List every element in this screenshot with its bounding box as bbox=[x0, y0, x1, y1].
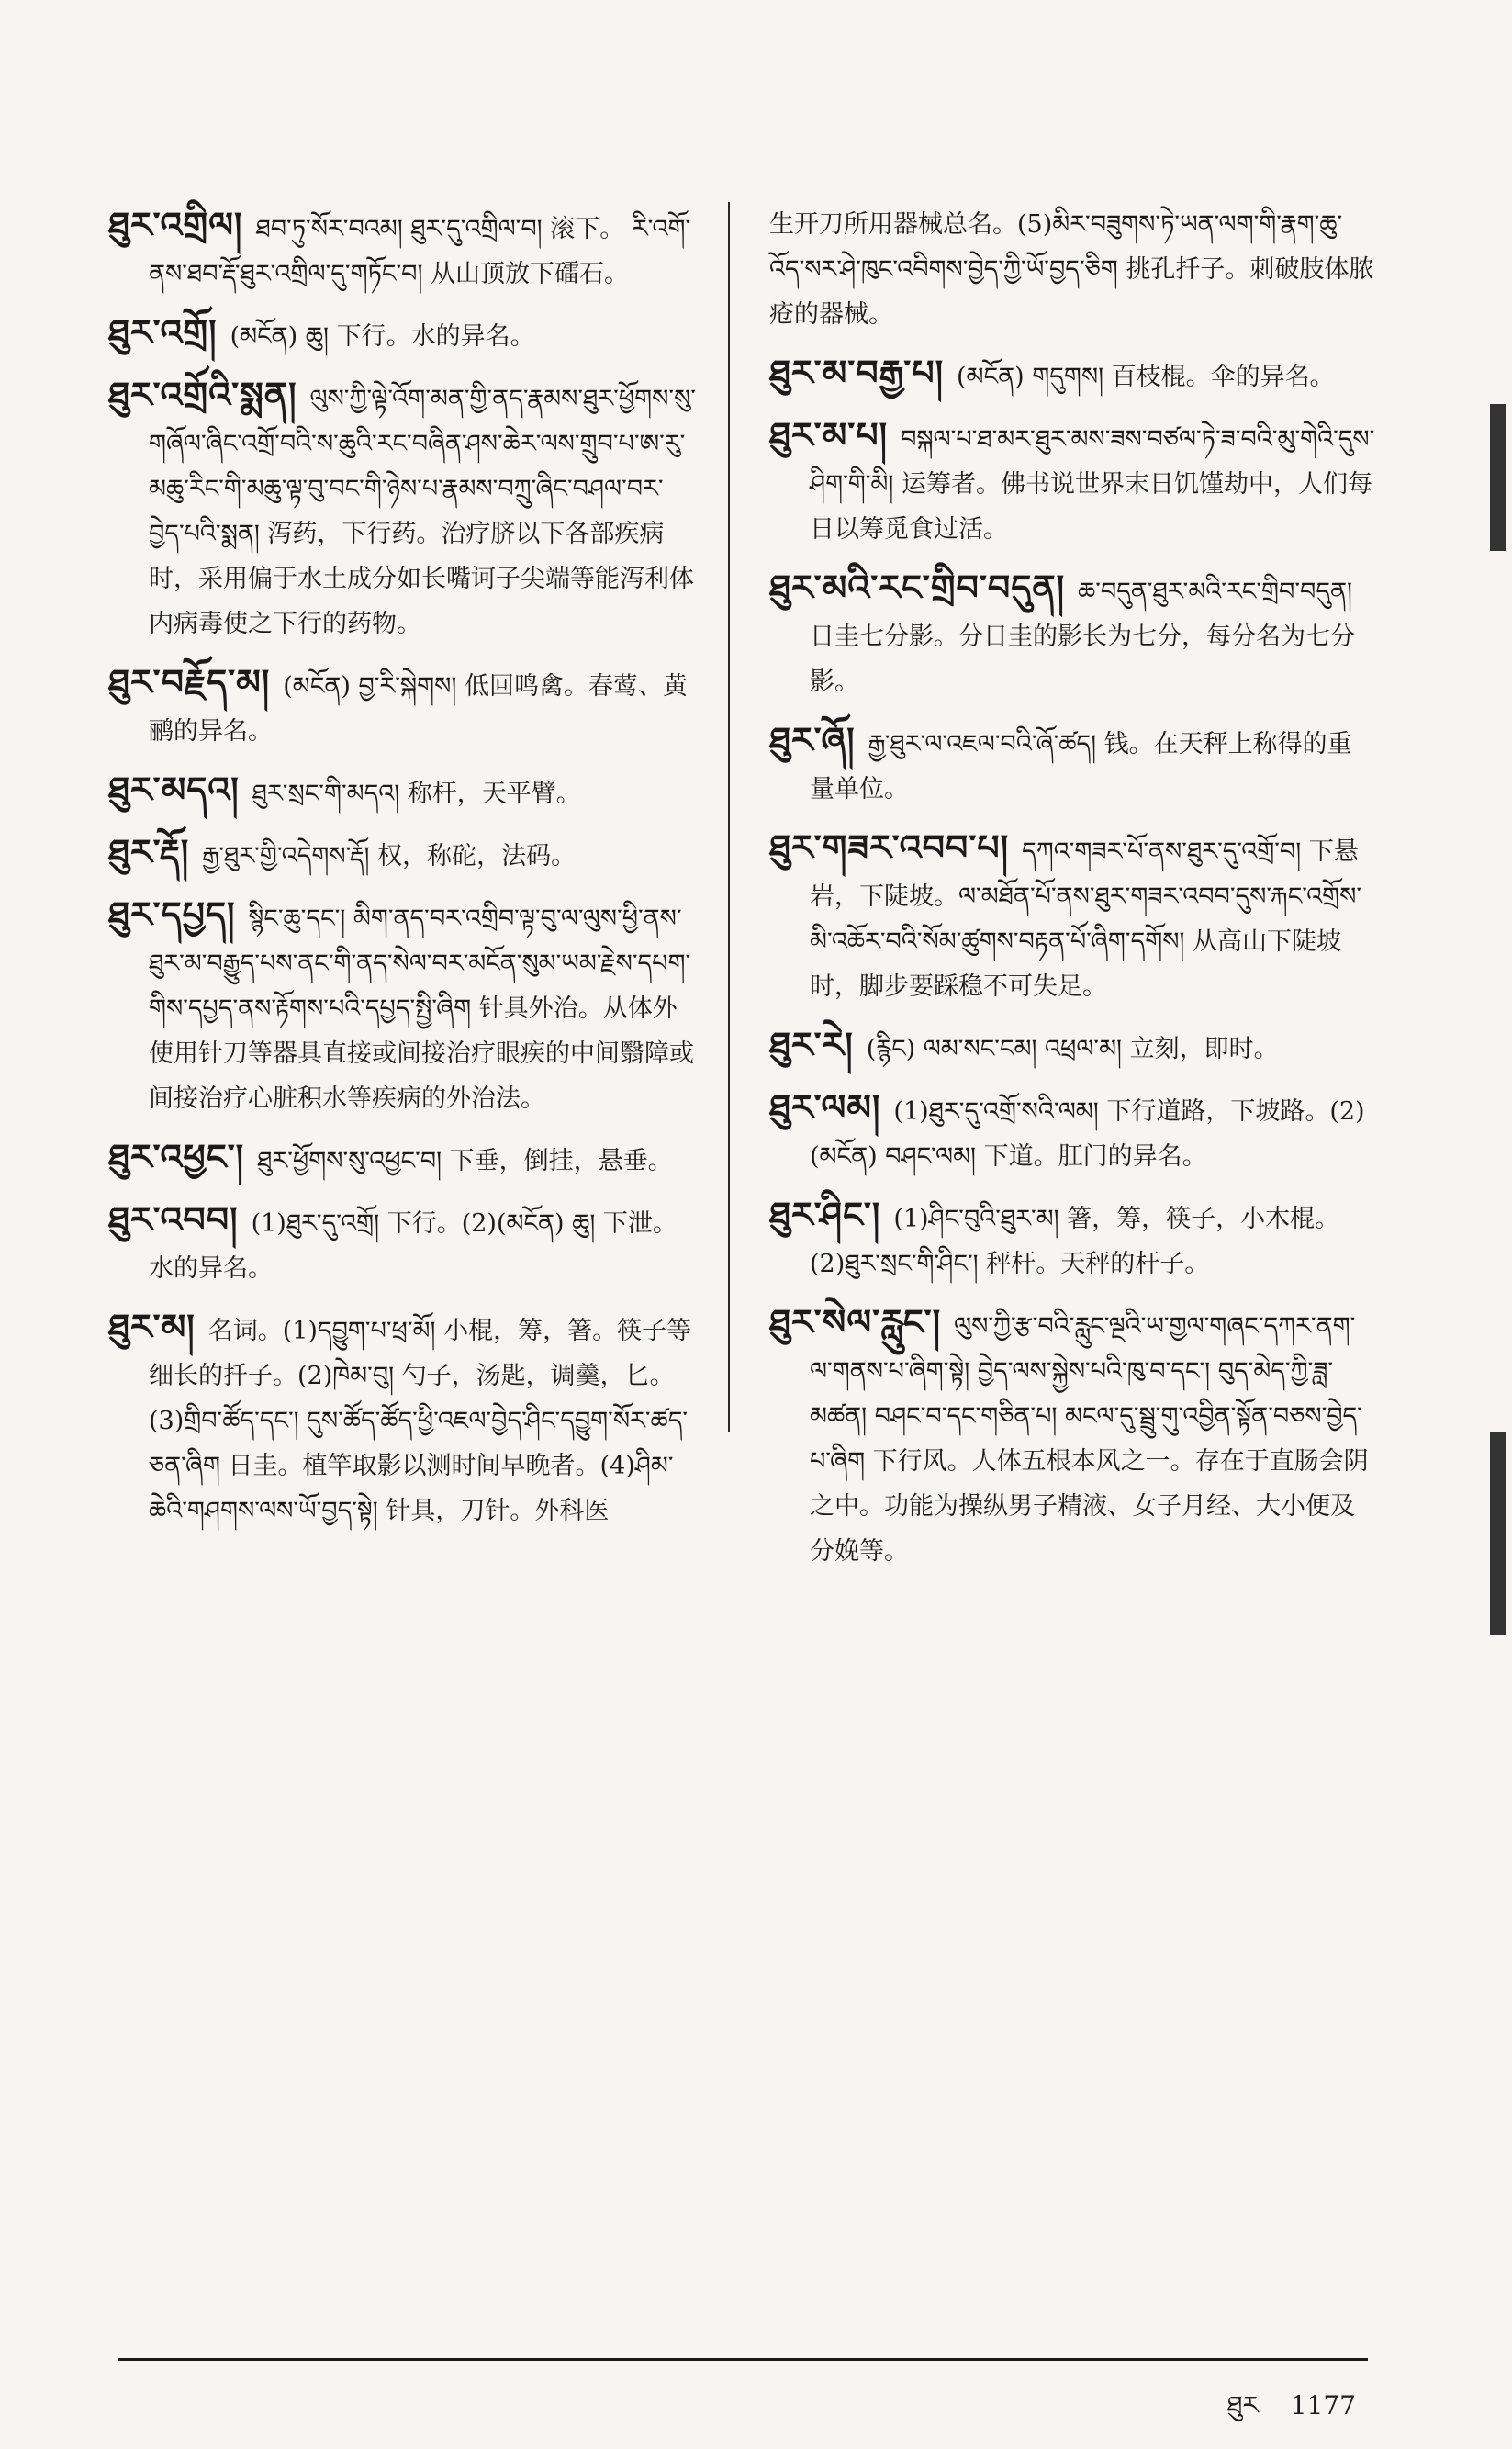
entry-headword: ཐུར་མ་བརྒྱ་པ། bbox=[769, 352, 945, 393]
running-head: ཐུར bbox=[1226, 2390, 1259, 2421]
entry-definition: (1)ཐུར་དུ་འགྲོ། 下行。(2)(མངོན) ཆུ། 下泄。水的异名。 bbox=[149, 1209, 678, 1283]
entry-definition: ཐུར་སྲང་གི་མདའ། 称杆，天平臂。 bbox=[252, 780, 581, 808]
entry-definition: 生开刀所用器械总名。(5)མིར་བཟུགས་ཏེ་ཡན་ལག་གི་རྣག་ཆུ་འོད་སར་ཤེ་ཁུང་འབིགས་བྱེད་ཀྱི་ཡོ་བྱད་ཅིག 挑孔扦子。刺破肢体脓疮的器械。 bbox=[769, 210, 1374, 329]
dictionary-entry bbox=[108, 1134, 696, 1184]
entry-definition: ཐུར་ཕྱོགས་སུ་འཕྱང་བ། 下垂，倒挂，悬垂。 bbox=[257, 1147, 673, 1175]
dictionary-entry bbox=[108, 1196, 696, 1291]
entry-definition: བསྐལ་པ་ཐ་མར་ཐུར་མས་ཟས་བཙལ་ཏེ་ཟ་བའི་མུ་གེའི་དུས་ཤིག་གི་མི། 运筹者。佛书说世界末日饥馑劫中，人们每日以筹觅食过活。 bbox=[810, 425, 1375, 544]
entry-headword: ཐུར་འགྲོ། bbox=[108, 311, 218, 353]
right-column bbox=[769, 202, 1375, 1587]
dictionary-entry bbox=[769, 1192, 1375, 1286]
dictionary-entry bbox=[108, 892, 696, 1121]
entry-headword: ཐུར་འཕྱང་། bbox=[108, 1136, 245, 1177]
entry-definition: (མངོན) གདུགས། 百枝棍。伞的异名。 bbox=[957, 363, 1335, 391]
entry-headword: ཐུར་མ་པ། bbox=[769, 414, 889, 455]
entry-definition: ཐབ་ཏུ་སོར་བའམ། ཐུར་དུ་འགྲིལ་བ། 滚下。 རི་འགོ་ནས་ཐབ་རྡོ་ཐུར་འགྲིལ་དུ་གཏོང་བ། 从山顶放下礌石。 bbox=[149, 215, 691, 288]
dictionary-entry bbox=[769, 202, 1375, 337]
dictionary-entry bbox=[769, 412, 1375, 552]
entry-definition: ལུས་ཀྱི་ལྟེ་འོག་མན་གྱི་ནད་རྣམས་ཐུར་ཕྱོགས་སུ་གཞོལ་ཞིང་འགྲོ་བའི་ས་ཆུའི་རང་བཞིན་ཤས་ཆེར་ལས་གྲུབ་པ་ཨ་རུ་མཆུ་རིང་གི་མཆུ་ལྟ་བུ་བང་གི་ཉེས་པ་རྣམས་བཀྲུ་ཞིང་བཤལ་བར་བྱེད་པའི་སྨན། 泻药，下行药。治疗脐以下各部疾病时，采用偏于水土成分如长嘴诃子尖端等能泻利体内病毒使之下行的药物。 bbox=[149, 385, 696, 638]
dictionary-entry bbox=[769, 1022, 1375, 1072]
entry-definition: སྙིང་ཆུ་དང་། མིག་ནད་བར་འགྲིབ་ལྟ་བུ་ལ་ལུས་ཕྱི་ནས་ཐུར་མ་བརྒྱུད་པས་ནང་གི་ནད་སེལ་བར་མངོན་སུམ་ཡམ་རྗེས་དཔག་གིས་དཔྱད་ནས་རྟོགས་པའི་དཔྱད་སྤྱི་ཞིག 针具外治。从体外使用针刀等器具直接或间接治疗眼疾的中间翳障或间接治疗心脏积水等疾病的外治法。 bbox=[149, 904, 694, 1113]
dictionary-entry bbox=[108, 829, 696, 879]
dictionary-entry bbox=[769, 565, 1375, 704]
entry-headword: ཐུར་དཔྱད། bbox=[108, 893, 236, 935]
entry-definition: (1)ཤིང་བུའི་ཐུར་མ། 箸，筹，筷子，小木棍。(2)ཐུར་སྲང་གི་ཤིང་། 秤杆。天秤的杆子。 bbox=[810, 1205, 1340, 1278]
entry-headword: ཐུར་ལམ། bbox=[769, 1086, 881, 1128]
entry-definition: རྒྱ་ཐུར་ལ་འཇལ་བའི་ཞོ་ཚད། 钱。在天秤上称得的重量单位。 bbox=[810, 730, 1352, 803]
page-number: 1177 bbox=[1290, 2390, 1356, 2421]
entry-definition: (མངོན) བྱ་རི་སྐེགས། 低回鸣禽。春莺、黄鹂的异名。 bbox=[149, 672, 688, 746]
entry-headword: ཐུར་སེལ་རླུང་། bbox=[769, 1301, 942, 1342]
entry-headword: ཐུར་རྡོ། bbox=[108, 831, 190, 872]
entry-headword: ཐུར་འགྲོའི་སྨན། bbox=[108, 374, 297, 415]
entry-headword: ཐུར་མའི་རང་གྲིབ་བདུན། bbox=[769, 567, 1066, 608]
dictionary-entry bbox=[108, 202, 696, 297]
scan-edge-marks bbox=[1475, 55, 1512, 2075]
entry-headword: ཐུར་འབབ། bbox=[108, 1198, 239, 1240]
dictionary-entry bbox=[769, 1299, 1375, 1574]
dictionary-entry bbox=[769, 717, 1375, 812]
entry-headword: ཐུར་མདའ། bbox=[108, 769, 240, 810]
left-column bbox=[108, 202, 696, 1546]
dictionary-entry bbox=[769, 1084, 1375, 1179]
dictionary-entry bbox=[108, 1304, 696, 1533]
entry-headword: ཐུར་བརྗོད་མ། bbox=[108, 661, 271, 702]
column-divider bbox=[728, 202, 730, 1432]
dictionary-entry bbox=[108, 659, 696, 754]
entry-definition: (མངོན) ཆུ། 下行。水的异名。 bbox=[230, 322, 535, 351]
dictionary-entry bbox=[769, 825, 1375, 1009]
dictionary-entry bbox=[108, 767, 696, 816]
entry-headword: ཐུར་ཞོ། bbox=[769, 719, 856, 760]
entry-headword: ཐུར་ཤིང་། bbox=[769, 1194, 881, 1235]
entry-definition: ལུས་ཀྱི་རྩ་བའི་རླུང་ལྔའི་ཡ་གྱལ་གཞང་དཀར་ནག་ལ་གནས་པ་ཞིག་སྟེ། བྱེད་ལས་སྐྱེས་པའི་ཁུ་བ་དང་། བུད་མེད་ཀྱི་ཟླ་མཚན། བཤང་བ་དང་གཅིན་པ། མངལ་དུ་སྦྲུ་གུ་འབྱིན་སྟོན་བཅས་བྱེད་པ་ཞིག 下行风。人体五根本风之一。存在于直肠会阴之中。功能为操纵男子精液、女子月经、大小便及分娩等。 bbox=[810, 1312, 1369, 1566]
dictionary-entry bbox=[108, 309, 696, 359]
entry-definition: (རྙིང) ལམ་སང་ངམ། འཕྲལ་མ། 立刻，即时。 bbox=[866, 1035, 1279, 1063]
entry-definition: 名词。(1)དབྱུག་པ་ཕྲ་མོ། 小棍，筹，箸。筷子等细长的扦子。(2)ཁེམ་བུ། 勺子，汤匙，调羹，匕。(3)གྲིབ་ཚོད་དང་། དུས་ཚོད་ཚོད་ཕྱི་འཇལ་བྱེད་ཤིང་དབྱུག་སོར་ཚད་ཅན་ཞིག 日圭。植竿取影以测时间早晚者。(4)ཤིམ་ཆེའི་གཤགས་ལས་ཡོ་བྱད་སྟེ། 针具，刀针。外科医 bbox=[149, 1317, 692, 1525]
entry-headword: ཐུར་གཟར་འབབ་པ། bbox=[769, 826, 1010, 868]
entry-definition: ཆ་བདུན་ཐུར་མའི་རང་གྲིབ་བདུན། 日圭七分影。分日圭的影长为七分，每分名为七分影。 bbox=[810, 578, 1355, 696]
entry-headword: ཐུར་རེ། bbox=[769, 1024, 854, 1065]
page-footer bbox=[1203, 2376, 1356, 2449]
dictionary-entry bbox=[769, 350, 1375, 399]
entry-headword: ཐུར་མ། bbox=[108, 1306, 196, 1347]
entry-definition: རྒྱ་ཐུར་གྱི་འདེགས་རྡོ། 权，称砣，法码。 bbox=[202, 842, 577, 871]
dictionary-entry bbox=[108, 372, 696, 646]
footer-rule bbox=[118, 2358, 1368, 2361]
entry-definition: དཀའ་གཟར་པོ་ནས་ཐུར་དུ་འགྲོ་བ། 下悬岩，下陡坡。ལ་མཐོན་པོ་ནས་ཐུར་གཟར་འབབ་དུས་རྐང་འགྲོས་མི་འཆོར་བའི་སོམ་ཚུགས་བརྟན་པོ་ཞིག་དགོས། 从高山下陡坡时，脚步要踩稳不可失足。 bbox=[810, 837, 1362, 1001]
entry-headword: ཐུར་འགྲིལ། bbox=[108, 204, 243, 245]
entry-definition: (1)ཐུར་དུ་འགྲོ་སའི་ལམ། 下行道路，下坡路。(2)(མངོན) བཤང་ལམ། 下道。肛门的异名。 bbox=[810, 1097, 1365, 1171]
